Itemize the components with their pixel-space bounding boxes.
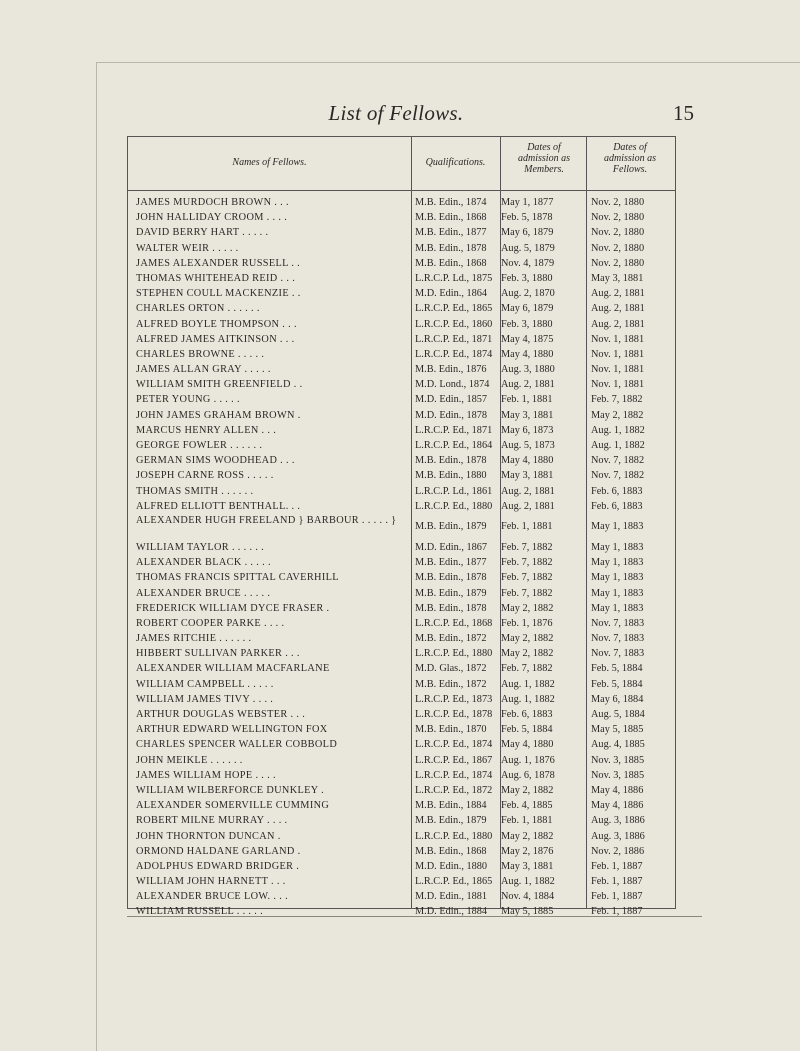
fellow-admission-date: Nov. 2, 1880: [591, 227, 645, 239]
fellow-name: WILLIAM WILBERFORCE DUNKLEY .: [136, 784, 325, 796]
fellow-admission-date: Nov. 2, 1880: [591, 257, 645, 269]
qualification: M.B. Edin., 1879: [415, 587, 487, 599]
fellow-admission-date: Feb. 6, 1883: [591, 485, 643, 497]
column-header-fellows: Dates of admission as Fellows.: [604, 142, 656, 175]
fellow-name: WILLIAM JAMES TIVY . . . .: [136, 693, 274, 705]
member-admission-date: Aug. 1, 1882: [501, 678, 555, 690]
fellow-name: JOSEPH CARNE ROSS . . . . .: [136, 470, 274, 482]
member-admission-date: Nov. 4, 1879: [501, 257, 555, 269]
fellow-name: DAVID BERRY HART . . . . .: [136, 227, 269, 239]
member-admission-date: Feb. 1, 1876: [501, 617, 553, 629]
fellow-name: JOHN THORNTON DUNCAN .: [136, 830, 281, 842]
member-admission-date: May 4, 1880: [501, 739, 554, 751]
fellow-name: ALEXANDER SOMERVILLE CUMMING: [136, 800, 330, 812]
fellow-name: ALEXANDER HUGH FREELAND } BARBOUR . . . . . }: [136, 514, 397, 526]
table-row: [128, 286, 675, 301]
fellow-admission-date: Aug. 5, 1884: [591, 709, 645, 720]
fellow-admission-date: May 5, 1885: [591, 724, 644, 736]
fellow-admission-date: May 6, 1884: [591, 693, 644, 705]
fellow-name: CHARLES ORTON . . . . . .: [136, 303, 260, 315]
member-admission-date: May 6, 1873: [501, 424, 554, 436]
table-row: [128, 661, 675, 676]
table-row: [128, 722, 675, 737]
table-row: [128, 317, 675, 332]
qualification: M.D. Edin., 1878: [415, 409, 488, 421]
table-row: [128, 904, 675, 919]
qualification: L.R.C.P. Ed., 1860: [415, 318, 493, 330]
table-row: [128, 555, 675, 570]
table-row: [128, 783, 675, 798]
table-row: [128, 768, 675, 783]
table-row: [128, 859, 675, 874]
qualification: M.B. Edin., 1879: [415, 815, 487, 827]
column-header-qualifications: Qualifications.: [425, 157, 486, 168]
fellow-admission-date: Aug. 4, 1885: [591, 739, 645, 751]
table-row: [128, 271, 675, 286]
member-admission-date: Aug. 1, 1882: [501, 876, 555, 888]
qualification: M.B. Edin., 1878: [415, 455, 487, 467]
table-row: [128, 301, 675, 316]
fellow-name: ALFRED ELLIOTT BENTHALL. . .: [136, 500, 301, 512]
qualification: M.D. Edin., 1867: [415, 541, 488, 553]
member-admission-date: Aug. 2, 1881: [501, 379, 555, 391]
fellow-name: ALEXANDER BRUCE LOW. . . .: [136, 891, 289, 903]
member-admission-date: Feb. 7, 1882: [501, 572, 553, 584]
qualification: L.R.C.P. Ld., 1875: [415, 272, 493, 284]
table-row: [128, 392, 675, 407]
table-row: [128, 377, 675, 392]
fellow-name: MARCUS HENRY ALLEN . . .: [136, 424, 277, 436]
table-row: [128, 225, 675, 240]
qualification: M.B. Edin., 1877: [415, 557, 487, 569]
fellow-admission-date: Aug. 3, 1886: [591, 815, 645, 827]
table-row: [128, 362, 675, 377]
fellow-name: WILLIAM CAMPBELL . . . . .: [136, 678, 274, 690]
qualification: L.R.C.P. Ed., 1871: [415, 424, 493, 436]
fellow-admission-date: May 2, 1882: [591, 409, 644, 421]
fellow-name: CHARLES BROWNE . . . . .: [136, 348, 265, 360]
fellow-admission-date: Feb. 5, 1884: [591, 678, 643, 690]
member-admission-date: Feb. 3, 1880: [501, 272, 553, 284]
fellow-admission-date: Nov. 2, 1886: [591, 845, 645, 857]
fellow-name: ORMOND HALDANE GARLAND .: [136, 845, 301, 857]
qualification: L.R.C.P. Ed., 1874: [415, 348, 493, 360]
member-admission-date: Aug. 2, 1881: [501, 500, 555, 512]
qualification: M.B. Edin., 1877: [415, 227, 487, 239]
fellow-name: ALEXANDER BLACK . . . . .: [136, 557, 271, 569]
member-admission-date: Aug. 1, 1882: [501, 693, 555, 705]
fellow-name: GEORGE FOWLER . . . . . .: [136, 440, 263, 451]
member-admission-date: Feb. 1, 1881: [501, 815, 553, 827]
fellow-admission-date: Aug. 2, 1881: [591, 303, 645, 315]
fellow-admission-date: Nov. 1, 1881: [591, 348, 645, 360]
table-row: [128, 813, 675, 828]
member-admission-date: May 4, 1875: [501, 333, 554, 345]
fellow-name: WILLIAM RUSSELL . . . . .: [136, 906, 264, 918]
fellow-admission-date: Feb. 1, 1887: [591, 891, 643, 903]
fellow-name: PETER YOUNG . . . . .: [136, 394, 240, 406]
fellow-admission-date: Aug. 1, 1882: [591, 440, 645, 451]
member-admission-date: Aug. 1, 1876: [501, 754, 555, 766]
fellow-admission-date: Nov. 3, 1885: [591, 769, 645, 781]
fellow-name: JOHN HALLIDAY CROOM . . . .: [136, 212, 288, 224]
page-header: [98, 95, 694, 131]
qualification: M.B. Edin., 1878: [415, 572, 487, 584]
table-row: [128, 753, 675, 768]
fellow-admission-date: May 1, 1883: [591, 572, 644, 584]
table-row: [128, 256, 675, 271]
fellow-name: GERMAN SIMS WOODHEAD . . .: [136, 455, 295, 467]
qualification: L.R.C.P. Ed., 1874: [415, 739, 493, 751]
member-admission-date: Feb. 5, 1878: [501, 212, 553, 224]
fellow-name: STEPHEN COULL MACKENZIE . .: [136, 288, 301, 300]
qualification: L.R.C.P. Ed., 1878: [415, 709, 493, 720]
fellow-name: JAMES MURDOCH BROWN . . .: [136, 197, 289, 208]
fellow-admission-date: Aug. 3, 1886: [591, 830, 645, 842]
fellow-name: HIBBERT SULLIVAN PARKER . . .: [136, 648, 300, 660]
qualification: M.B. Edin., 1872: [415, 678, 487, 690]
fellow-name: WILLIAM TAYLOR . . . . . .: [136, 541, 265, 553]
table-row: [128, 332, 675, 347]
qualification: L.R.C.P. Ed., 1865: [415, 303, 493, 315]
table-row: [128, 514, 675, 540]
qualification: M.D. Lond., 1874: [415, 379, 490, 391]
member-admission-date: May 2, 1882: [501, 648, 554, 660]
fellow-admission-date: Nov. 7, 1883: [591, 648, 645, 660]
table-row: [128, 468, 675, 483]
table-row: [128, 438, 675, 453]
member-admission-date: Aug. 5, 1879: [501, 242, 555, 254]
table-row: [128, 347, 675, 362]
fellow-name: ARTHUR EDWARD WELLINGTON FOX: [136, 724, 328, 736]
header-divider: [128, 190, 675, 191]
table-row: [128, 453, 675, 468]
page-number: 15: [673, 101, 694, 125]
fellow-name: THOMAS WHITEHEAD REID . . .: [136, 272, 296, 284]
fellow-admission-date: Feb. 1, 1887: [591, 860, 643, 872]
fellow-name: CHARLES SPENCER WALLER COBBOLD: [136, 739, 338, 751]
qualification: L.R.C.P. Ed., 1880: [415, 648, 493, 660]
fellow-admission-date: May 1, 1883: [591, 520, 644, 532]
fellow-name: ROBERT MILNE MURRAY . . . .: [136, 815, 288, 827]
qualification: M.B. Edin., 1868: [415, 212, 487, 224]
member-admission-date: May 2, 1882: [501, 633, 554, 645]
fellow-name: THOMAS SMITH . . . . . .: [136, 485, 254, 497]
fellow-admission-date: Nov. 7, 1882: [591, 470, 645, 482]
qualification: L.R.C.P. Ld., 1861: [415, 485, 493, 497]
fellow-name: WILLIAM SMITH GREENFIELD . .: [136, 379, 303, 391]
table-row: [128, 798, 675, 813]
member-admission-date: May 4, 1880: [501, 348, 554, 360]
member-admission-date: Aug. 5, 1873: [501, 440, 555, 451]
table-row: [128, 586, 675, 601]
member-admission-date: Feb. 1, 1881: [501, 394, 553, 406]
qualification: L.R.C.P. Ed., 1868: [415, 617, 493, 629]
qualification: M.D. Edin., 1864: [415, 288, 488, 300]
table-row: [128, 646, 675, 661]
qualification: M.D. Edin., 1857: [415, 394, 488, 406]
table-row: [128, 692, 675, 707]
fellow-admission-date: Feb. 1, 1887: [591, 906, 643, 918]
fellow-admission-date: Nov. 3, 1885: [591, 754, 645, 766]
fellow-name: ROBERT COOPER PARKE . . . .: [136, 617, 285, 629]
qualification: L.R.C.P. Ed., 1880: [415, 500, 493, 512]
qualification: M.D. Glas., 1872: [415, 663, 487, 675]
qualification: M.B. Edin., 1868: [415, 257, 487, 269]
fellow-name: THOMAS FRANCIS SPITTAL CAVERHILL: [136, 572, 339, 584]
fellow-admission-date: Aug. 2, 1881: [591, 318, 645, 330]
qualification: M.D. Edin., 1881: [415, 891, 488, 903]
member-admission-date: May 3, 1881: [501, 409, 554, 421]
member-admission-date: Feb. 7, 1882: [501, 587, 553, 599]
member-admission-date: May 2, 1876: [501, 845, 554, 857]
member-admission-date: May 4, 1880: [501, 455, 554, 467]
fellows-table: [127, 136, 676, 918]
table-row: [128, 570, 675, 585]
member-admission-date: Aug. 3, 1880: [501, 364, 555, 376]
qualification: M.B. Edin., 1868: [415, 845, 487, 857]
fellow-name: WILLIAM JOHN HARNETT . . .: [136, 876, 286, 888]
fellow-admission-date: May 1, 1883: [591, 541, 644, 553]
column-header-names: Names of Fellows.: [232, 157, 307, 168]
fellow-name: JAMES RITCHIE . . . . . .: [136, 633, 252, 645]
qualification: M.B. Edin., 1878: [415, 602, 487, 614]
fellow-admission-date: Nov. 7, 1882: [591, 455, 645, 467]
fellow-name: JAMES WILLIAM HOPE . . . .: [136, 769, 276, 781]
fellow-name: ARTHUR DOUGLAS WEBSTER . . .: [136, 709, 306, 720]
member-admission-date: May 6, 1879: [501, 227, 554, 239]
member-admission-date: Feb. 3, 1880: [501, 318, 553, 330]
member-admission-date: Feb. 7, 1882: [501, 557, 553, 569]
member-admission-date: Aug. 6, 1878: [501, 769, 555, 781]
fellow-admission-date: May 1, 1883: [591, 557, 644, 569]
qualification: L.R.C.P. Ed., 1874: [415, 769, 493, 781]
qualification: L.R.C.P. Ed., 1864: [415, 440, 493, 451]
fellow-admission-date: May 1, 1883: [591, 602, 644, 614]
fellow-name: JAMES ALEXANDER RUSSELL . .: [136, 257, 301, 269]
qualification: L.R.C.P. Ed., 1873: [415, 693, 493, 705]
member-admission-date: Feb. 5, 1884: [501, 724, 553, 736]
fellow-admission-date: May 4, 1886: [591, 784, 644, 796]
fellow-admission-date: May 3, 1881: [591, 272, 644, 284]
fellow-name: JAMES ALLAN GRAY . . . . .: [136, 364, 271, 376]
member-admission-date: Nov. 4, 1884: [501, 891, 555, 903]
fellow-name: JOHN JAMES GRAHAM BROWN .: [136, 409, 301, 421]
member-admission-date: May 5, 1885: [501, 906, 554, 918]
qualification: M.B. Edin., 1876: [415, 364, 487, 376]
fellow-admission-date: Nov. 1, 1881: [591, 364, 645, 376]
qualification: M.B. Edin., 1884: [415, 800, 487, 812]
table-row: [128, 408, 675, 423]
member-admission-date: Feb. 6, 1883: [501, 709, 553, 720]
table-row: [128, 423, 675, 438]
member-admission-date: Feb. 7, 1882: [501, 541, 553, 553]
fellow-admission-date: May 1, 1883: [591, 587, 644, 599]
table-row: [128, 540, 675, 555]
member-admission-date: May 3, 1881: [501, 860, 554, 872]
fellow-admission-date: Feb. 6, 1883: [591, 500, 643, 512]
qualification: L.R.C.P. Ed., 1865: [415, 876, 493, 888]
member-admission-date: Feb. 4, 1885: [501, 800, 553, 812]
fellow-name: ALEXANDER BRUCE . . . . .: [136, 587, 271, 599]
fellow-admission-date: Nov. 1, 1881: [591, 333, 645, 345]
qualification: M.B. Edin., 1879: [415, 520, 487, 532]
fellow-admission-date: Nov. 2, 1880: [591, 242, 645, 254]
fellow-admission-date: Nov. 7, 1883: [591, 617, 645, 629]
qualification: M.D. Edin., 1880: [415, 860, 488, 872]
member-admission-date: Feb. 1, 1881: [501, 520, 553, 532]
fellow-name: FREDERICK WILLIAM DYCE FRASER .: [136, 602, 330, 614]
qualification: L.R.C.P. Ed., 1872: [415, 784, 493, 796]
column-header-members: Dates of admission as Members.: [518, 142, 570, 175]
member-admission-date: May 1, 1877: [501, 197, 554, 208]
running-title: List of Fellows.: [328, 101, 464, 125]
fellow-admission-date: Nov. 7, 1883: [591, 633, 645, 645]
table-body: [128, 195, 675, 920]
fellow-name: JOHN MEIKLE . . . . . .: [136, 754, 243, 766]
member-admission-date: Aug. 2, 1870: [501, 288, 555, 300]
table-row: [128, 484, 675, 499]
table-row: [128, 195, 675, 210]
member-admission-date: May 6, 1879: [501, 303, 554, 315]
qualification: M.B. Edin., 1872: [415, 633, 487, 645]
table-row: [128, 707, 675, 722]
fellow-admission-date: Aug. 2, 1881: [591, 288, 645, 300]
table-row: [128, 210, 675, 225]
fellow-name: ALFRED JAMES AITKINSON . . .: [136, 333, 295, 345]
table-row: [128, 499, 675, 514]
member-admission-date: Aug. 2, 1881: [501, 485, 555, 497]
qualification: M.B. Edin., 1870: [415, 724, 487, 736]
table-row: [128, 844, 675, 859]
table-row: [128, 601, 675, 616]
fellow-name: ALFRED BOYLE THOMPSON . . .: [136, 318, 297, 330]
qualification: L.R.C.P. Ed., 1867: [415, 754, 493, 766]
qualification: L.R.C.P. Ed., 1871: [415, 333, 493, 345]
fellow-name: ALEXANDER WILLIAM MACFARLANE: [136, 663, 330, 675]
table-row: [128, 829, 675, 844]
table-row: [128, 889, 675, 904]
fellow-admission-date: May 4, 1886: [591, 800, 644, 812]
table-row: [128, 677, 675, 692]
fellow-admission-date: Feb. 7, 1882: [591, 394, 643, 406]
qualification: M.D. Edin., 1884: [415, 906, 488, 918]
fellow-admission-date: Nov. 2, 1880: [591, 197, 645, 208]
qualification: L.R.C.P. Ed., 1880: [415, 830, 493, 842]
fellow-admission-date: Nov. 1, 1881: [591, 379, 645, 391]
table-row: [128, 241, 675, 256]
table-row: [128, 616, 675, 631]
bottom-rule: [127, 916, 702, 917]
fellow-admission-date: Feb. 1, 1887: [591, 876, 643, 888]
table-row: [128, 874, 675, 889]
member-admission-date: May 2, 1882: [501, 784, 554, 796]
table-row: [128, 631, 675, 646]
member-admission-date: May 3, 1881: [501, 470, 554, 482]
member-admission-date: May 2, 1882: [501, 602, 554, 614]
qualification: M.B. Edin., 1880: [415, 470, 487, 482]
member-admission-date: Feb. 7, 1882: [501, 663, 553, 675]
fellow-admission-date: Nov. 2, 1880: [591, 212, 645, 224]
member-admission-date: May 2, 1882: [501, 830, 554, 842]
fellow-admission-date: Feb. 5, 1884: [591, 663, 643, 675]
qualification: M.B. Edin., 1878: [415, 242, 487, 254]
qualification: M.B. Edin., 1874: [415, 197, 487, 208]
fellow-name: WALTER WEIR . . . . .: [136, 242, 239, 254]
table-row: [128, 737, 675, 752]
fellow-admission-date: Aug. 1, 1882: [591, 424, 645, 436]
fellow-name: ADOLPHUS EDWARD BRIDGER .: [136, 860, 300, 872]
